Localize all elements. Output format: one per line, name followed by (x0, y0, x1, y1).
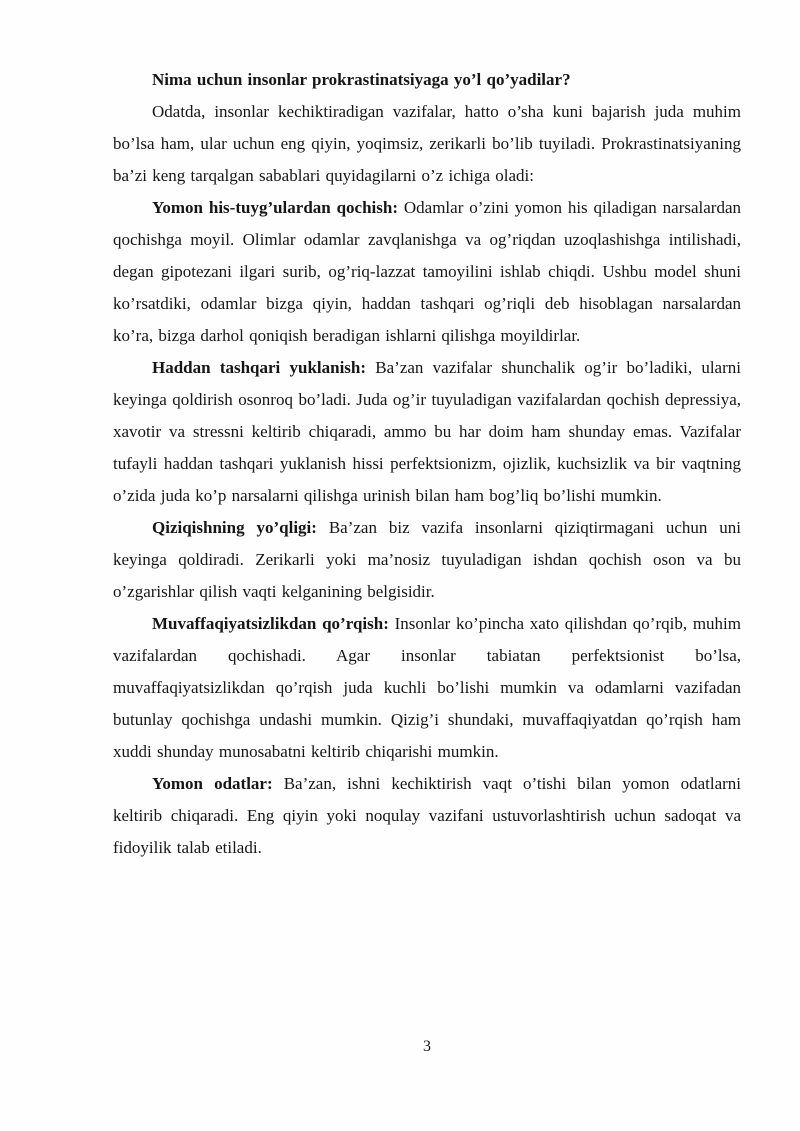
paragraph-text: Ba’zan, ishni kechiktirish vaqt o’tishi bilan yomon odatlarni keltirib chiqaradi. Eng qiyin yoki noqulay vazifani ustuvorlashtirish uchun sadoqat va fidoyilik talab etiladi. (113, 774, 741, 857)
paragraph-lead: Yomon odatlar: (152, 774, 273, 793)
paragraph-text: Insonlar ko’pincha xato qilishdan qo’rqib, muhim vazifalardan qochishadi. Agar insonlar tabiatan perfektsionist bo’lsa, muvaffaqiyatsizlikdan qo’rqish juda kuchli bo’lishi mumkin va odamlarni vazifadan butunlay qochishga undashi mumkin. Qizig’i shundaki, muvaffaqiyatdan qo’rqish ham xuddi shunday munosabatni keltirib chiqarishi mumkin. (113, 614, 742, 761)
paragraph-fear-of-failure (113, 608, 741, 768)
paragraph-lead: Yomon his-tuyg’ulardan qochish: (152, 198, 399, 217)
paragraph-text: Odamlar o’zini yomon his qiladigan narsalardan qochishga moyil. Olimlar odamlar zavqlanishga va og’riqdan uzoqlashishga intilishadi, degan gipotezani ilgari surib, og’riq-lazzat tamoyilini ishlab chiqdi. Ushbu model shuni ko’rsatdiki, odamlar bizga qiyin, haddan tashqari og’riqli deb hisoblagan narsalardan ko’ra, bizga darhol qoniqish beradigan ishlarni qilishga moyildirlar. (113, 198, 742, 345)
paragraph-text: Ba’zan vazifalar shunchalik og’ir bo’ladiki, ularni keyinga qoldirish osonroq bo’ladi. Juda og’ir tuyuladigan vazifalardan qochish depressiya, xavotir va stressni keltirib chiqaradi, ammo bu har doim ham shunday emas. Vazifalar tufayli haddan tashqari yuklanish hissi perfektsionizm, ojizlik, kuchsizlik va bir vaqtning o’zida juda ko’p narsalarni qilishga urinish bilan ham bog’liq bo’lishi mumkin. (113, 358, 741, 505)
paragraph-lead: Haddan tashqari yuklanish: (152, 358, 367, 377)
paragraph-bad-habits (113, 768, 741, 864)
paragraph-lead: Qiziqishning yo’qligi: (152, 518, 317, 537)
page-title-text: Nima uchun insonlar prokrastinatsiyaga yo’l qo’yadilar? (152, 70, 571, 89)
paragraph-avoiding-bad-feelings (113, 192, 741, 352)
paragraph-lack-of-interest (113, 512, 741, 608)
paragraph-text: Ba’zan biz vazifa insonlarni qiziqtirmagani uchun uni keyinga qoldiradi. Zerikarli yoki ma’nosiz tuyuladigan ishdan qochish oson va bu o’zgarishlar qilish vaqti kelganining belgisidir. (113, 518, 741, 601)
paragraph-overload (113, 352, 741, 512)
paragraph-lead: Muvaffaqiyatsizlikdan qo’rqish: (152, 614, 389, 633)
page-title (113, 64, 741, 96)
paragraph-intro (113, 96, 741, 192)
page-number: 3 (423, 1038, 431, 1055)
paragraph-text: Odatda, insonlar kechiktiradigan vazifalar, hatto o’sha kuni bajarish juda muhim bo’lsa ham, ular uchun eng qiyin, yoqimsiz, zerikarli bo’lib tuyiladi. Prokrastinatsiyaning ba’zi keng tarqalgan sabablari quyidagilarni o’z ichiga oladi: (113, 102, 741, 185)
